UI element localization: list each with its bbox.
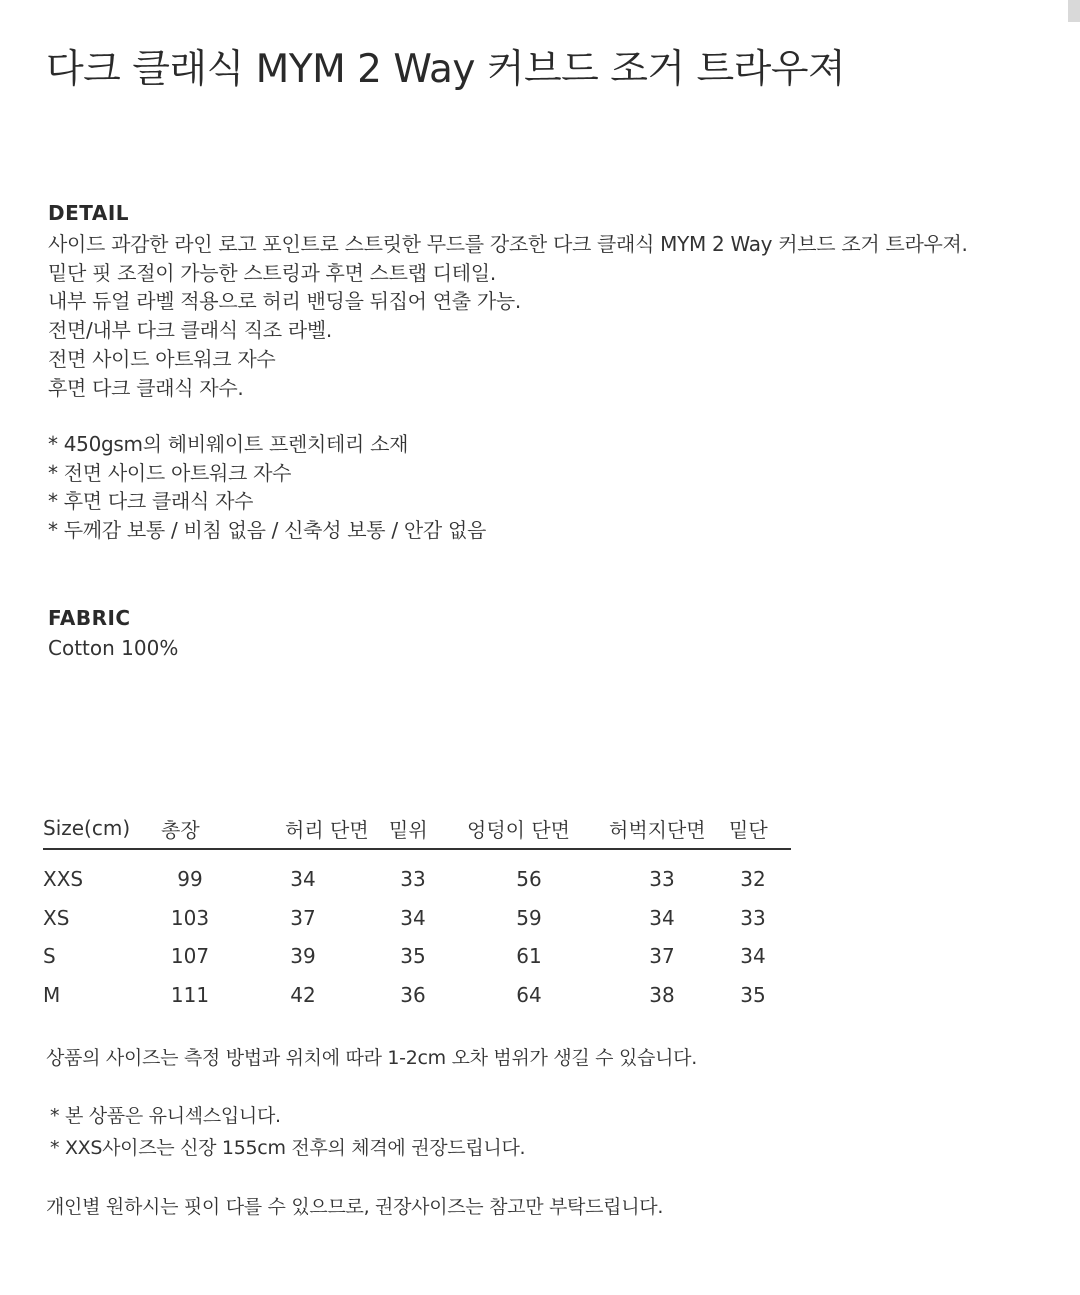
- size-label: M: [43, 982, 61, 1007]
- table-cell: 32: [740, 867, 766, 892]
- size-label: S: [43, 944, 56, 969]
- scrollbar-thumb[interactable]: [1068, 0, 1080, 22]
- table-cell: 59: [516, 905, 542, 930]
- table-row: [43, 976, 791, 1015]
- detail-bullet: * 450gsm의 헤비웨이트 프렌치테리 소재: [48, 432, 409, 456]
- xxs-note: * XXS사이즈는 신장 155cm 전후의 체격에 권장드립니다.: [50, 1137, 526, 1159]
- fit-note: 개인별 원하시는 핏이 다를 수 있으므로, 권장사이즈는 참고만 부탁드립니다.: [46, 1196, 664, 1218]
- header-length: 총장: [151, 808, 229, 849]
- header-size: Size(cm): [43, 808, 151, 849]
- detail-line: 전면 사이드 아트워크 자수: [48, 346, 276, 371]
- detail-line: 사이드 과감한 라인 로고 포인트로 스트릿한 무드를 강조한 다크 클래식 MYM 2 Way 커브드 조거 트라우져.: [48, 232, 968, 256]
- detail-line: 전면/내부 다크 클래식 직조 라벨.: [48, 318, 332, 343]
- header-hip: 엉덩이 단면: [449, 808, 609, 849]
- table-cell: 111: [170, 982, 210, 1007]
- table-cell: 107: [170, 944, 210, 969]
- detail-bullet: * 전면 사이드 아트워크 자수: [48, 460, 292, 485]
- table-cell: 36: [400, 982, 426, 1007]
- header-thigh: 허벅지단면: [609, 808, 715, 849]
- table-cell: 34: [649, 905, 675, 930]
- detail-heading: DETAIL: [48, 201, 130, 225]
- table-row: [43, 937, 791, 976]
- detail-line: 후면 다크 클래식 자수.: [48, 375, 244, 400]
- header-waist: 허리 단면: [229, 808, 377, 849]
- table-cell: 42: [290, 982, 316, 1007]
- table-cell: 37: [649, 944, 675, 969]
- size-table-header: [43, 808, 791, 849]
- table-cell: 37: [290, 905, 316, 930]
- size-label: XS: [43, 905, 70, 930]
- table-row: [43, 899, 791, 938]
- detail-bullets: [48, 430, 486, 545]
- measure-note: 상품의 사이즈는 측정 방법과 위치에 따라 1-2cm 오차 범위가 생길 수 있습니다.: [46, 1047, 697, 1069]
- size-label: XXS: [43, 867, 84, 892]
- product-title: 다크 클래식 MYM 2 Way 커브드 조거 트라우져: [46, 47, 846, 92]
- unisex-note: * 본 상품은 유니섹스입니다.: [50, 1105, 281, 1127]
- table-cell: 56: [516, 867, 542, 892]
- table-cell: 103: [170, 905, 210, 930]
- table-cell: 33: [649, 867, 675, 892]
- table-cell: 34: [290, 867, 316, 892]
- detail-description: [48, 230, 968, 402]
- header-rise: 밑위: [377, 808, 449, 849]
- header-hem: 밑단: [715, 808, 791, 849]
- table-cell: 39: [290, 944, 316, 969]
- table-cell: 35: [740, 982, 766, 1007]
- size-table: [43, 808, 791, 1014]
- table-cell: 64: [516, 982, 542, 1007]
- table-cell: 99: [177, 867, 203, 892]
- table-cell: 33: [400, 867, 426, 892]
- table-cell: 33: [740, 905, 766, 930]
- detail-bullet: * 두께감 보통 / 비침 없음 / 신축성 보통 / 안감 없음: [48, 518, 487, 543]
- table-row: [43, 849, 791, 899]
- table-cell: 34: [740, 944, 766, 969]
- table-cell: 34: [400, 905, 426, 930]
- table-cell: 38: [649, 982, 675, 1007]
- table-cell: 61: [516, 944, 542, 969]
- detail-bullet: * 후면 다크 클래식 자수: [48, 489, 254, 514]
- detail-line: 밑단 핏 조절이 가능한 스트링과 후면 스트랩 디테일.: [48, 260, 496, 285]
- detail-line: 내부 듀얼 라벨 적용으로 허리 밴딩을 뒤집어 연출 가능.: [48, 289, 521, 314]
- table-cell: 35: [400, 944, 426, 969]
- fabric-value: Cotton 100%: [48, 636, 179, 660]
- fabric-heading: FABRIC: [48, 606, 131, 630]
